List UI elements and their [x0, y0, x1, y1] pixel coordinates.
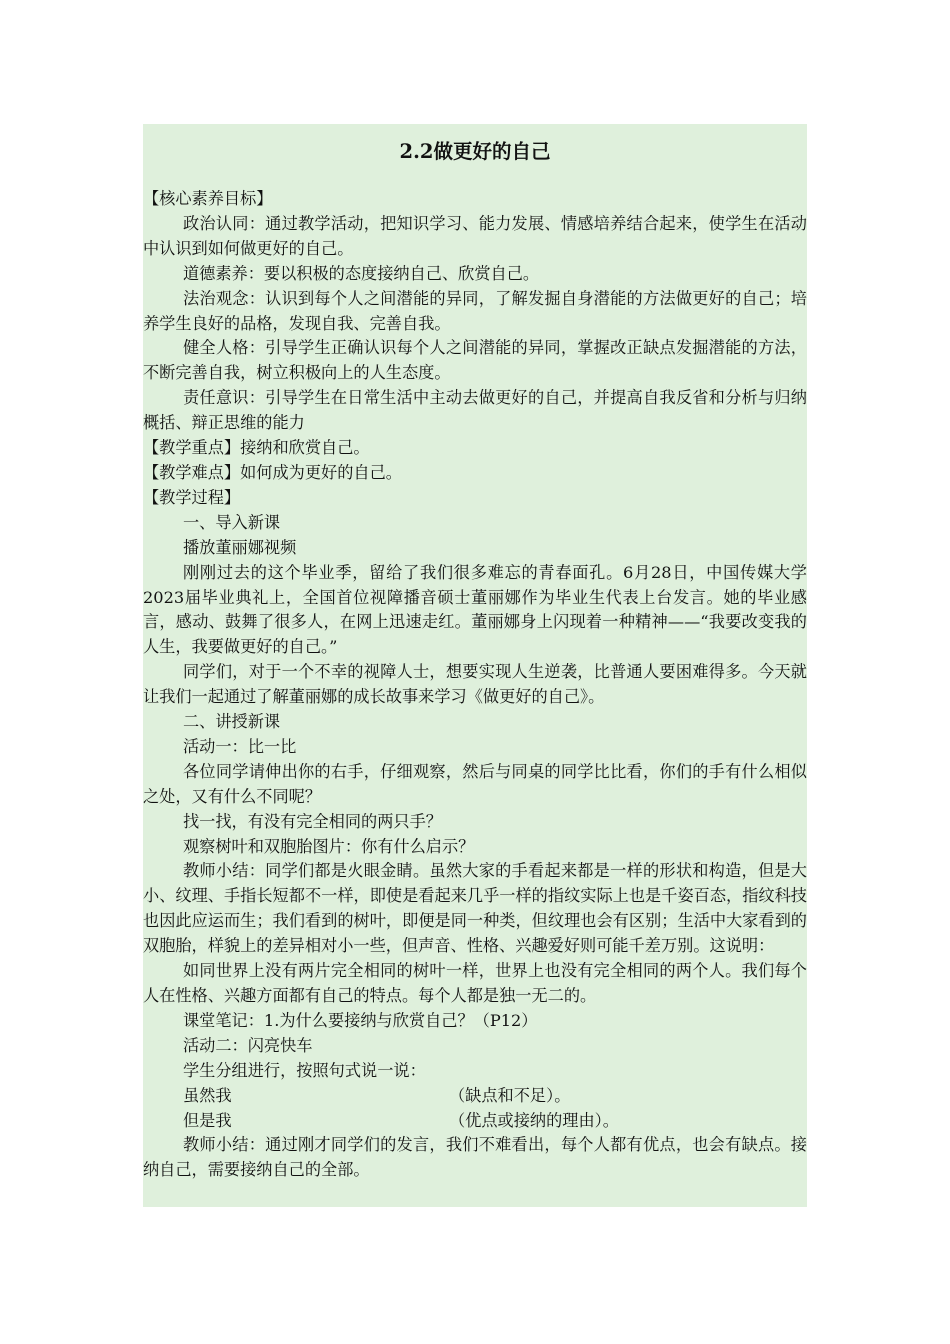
teacher-summary-final: 教师小结：通过刚才同学们的发言，我们不难看出，每个人都有优点，也会有缺点。接纳自己，需要接纳自己的全部。 — [143, 1135, 807, 1180]
process-line: 学生分组进行，按照句式说一说： — [183, 1060, 426, 1080]
goal-moral: 道德素养：要以积极的态度接纳自己、欣赏自己。 — [183, 263, 540, 283]
sentence-hint: （缺点和不足）。 — [449, 1085, 571, 1105]
goal-personality: 健全人格：引导学生正确认识每个人之间潜能的异同，掌握改正缺点发掘潜能的方法，不断完善自我，树立积极向上的人生态度。 — [143, 338, 807, 383]
process-heading-teach: 二、讲授新课 — [183, 712, 281, 732]
goal-political: 政治认同：通过教学活动，把知识学习、能力发展、情感培养结合起来，使学生在活动中认识到如何做更好的自己。 — [143, 213, 807, 258]
sentence-stem: 但是我 — [183, 1110, 232, 1130]
process-paragraph: 同学们，对于一个不幸的视障人士，想要实现人生逆袭，比普通人要困难得多。今天就让我们一起通过了解董丽娜的成长故事来学习《做更好的自己》。 — [143, 662, 807, 707]
process-paragraph: 各位同学请伸出你的右手，仔细观察，然后与同桌的同学比比看，你们的手有什么相似之处，又有什么不同呢？ — [143, 761, 807, 806]
process-line: 播放董丽娜视频 — [183, 537, 297, 557]
process-line: 找一找，有没有完全相同的两只手？ — [183, 811, 442, 831]
page-title: 2.2做更好的自己 — [399, 140, 551, 163]
goal-law: 法治观念：认识到每个人之间潜能的异同，了解发掘自身潜能的方法做更好的自己；培养学生良好的品格，发现自我、完善自我。 — [143, 288, 807, 333]
process-line: 观察树叶和双胞胎图片：你有什么启示？ — [183, 836, 475, 856]
process-heading-intro: 一、导入新课 — [183, 512, 281, 532]
sentence-hint: （优点或接纳的理由）。 — [449, 1110, 619, 1130]
section-heading-process: 【教学过程】 — [143, 487, 241, 507]
process-paragraph: 刚刚过去的这个毕业季，留给了我们很多难忘的青春面孔。6月28日，中国传媒大学2023届毕业典礼上，全国首位视障播音硕士董丽娜作为毕业生代表上台发言。她的毕业感言，感动、鼓舞了很多人，在网上迅速走红。董丽娜身上闪现着一种精神——“我要改变我的人生，我要做更好的自己。” — [143, 562, 807, 657]
activity-two-title: 活动二：闪亮快车 — [183, 1035, 313, 1055]
activity-one-title: 活动一：比一比 — [183, 736, 297, 756]
document-page — [143, 124, 807, 1207]
document-body — [143, 187, 807, 1183]
sentence-pattern-2 — [143, 1109, 807, 1134]
teacher-summary: 教师小结：同学们都是火眼金睛。虽然大家的手看起来都是一样的形状和构造，但是大小、纹理、手指长短都不一样，即使是看起来几乎一样的指纹实际上也是千姿百态，指纹科技也因此应运而生；我们看到的树叶，即便是同一种类，但纹理也会有区别；生活中大家看到的双胞胎，样貌上的差异相对小一些，但声音、性格、兴趣爱好则可能千差万别。这说明： — [143, 861, 807, 956]
key-point: 【教学重点】接纳和欣赏自己。 — [143, 438, 370, 458]
class-note: 课堂笔记：1.为什么要接纳与欣赏自己？（P12） — [183, 1010, 538, 1030]
section-heading-core: 【核心素养目标】 — [143, 189, 273, 208]
goal-responsibility: 责任意识：引导学生在日常生活中主动去做更好的自己，并提高自我反省和分析与归纳概括、辩正思维的能力 — [143, 388, 807, 433]
sentence-pattern-1 — [143, 1084, 807, 1109]
process-paragraph: 如同世界上没有两片完全相同的树叶一样，世界上也没有完全相同的两个人。我们每个人在性格、兴趣方面都有自己的特点。每个人都是独一无二的。 — [143, 961, 807, 1005]
difficulty: 【教学难点】如何成为更好的自己。 — [143, 462, 402, 482]
sentence-stem: 虽然我 — [183, 1085, 232, 1105]
